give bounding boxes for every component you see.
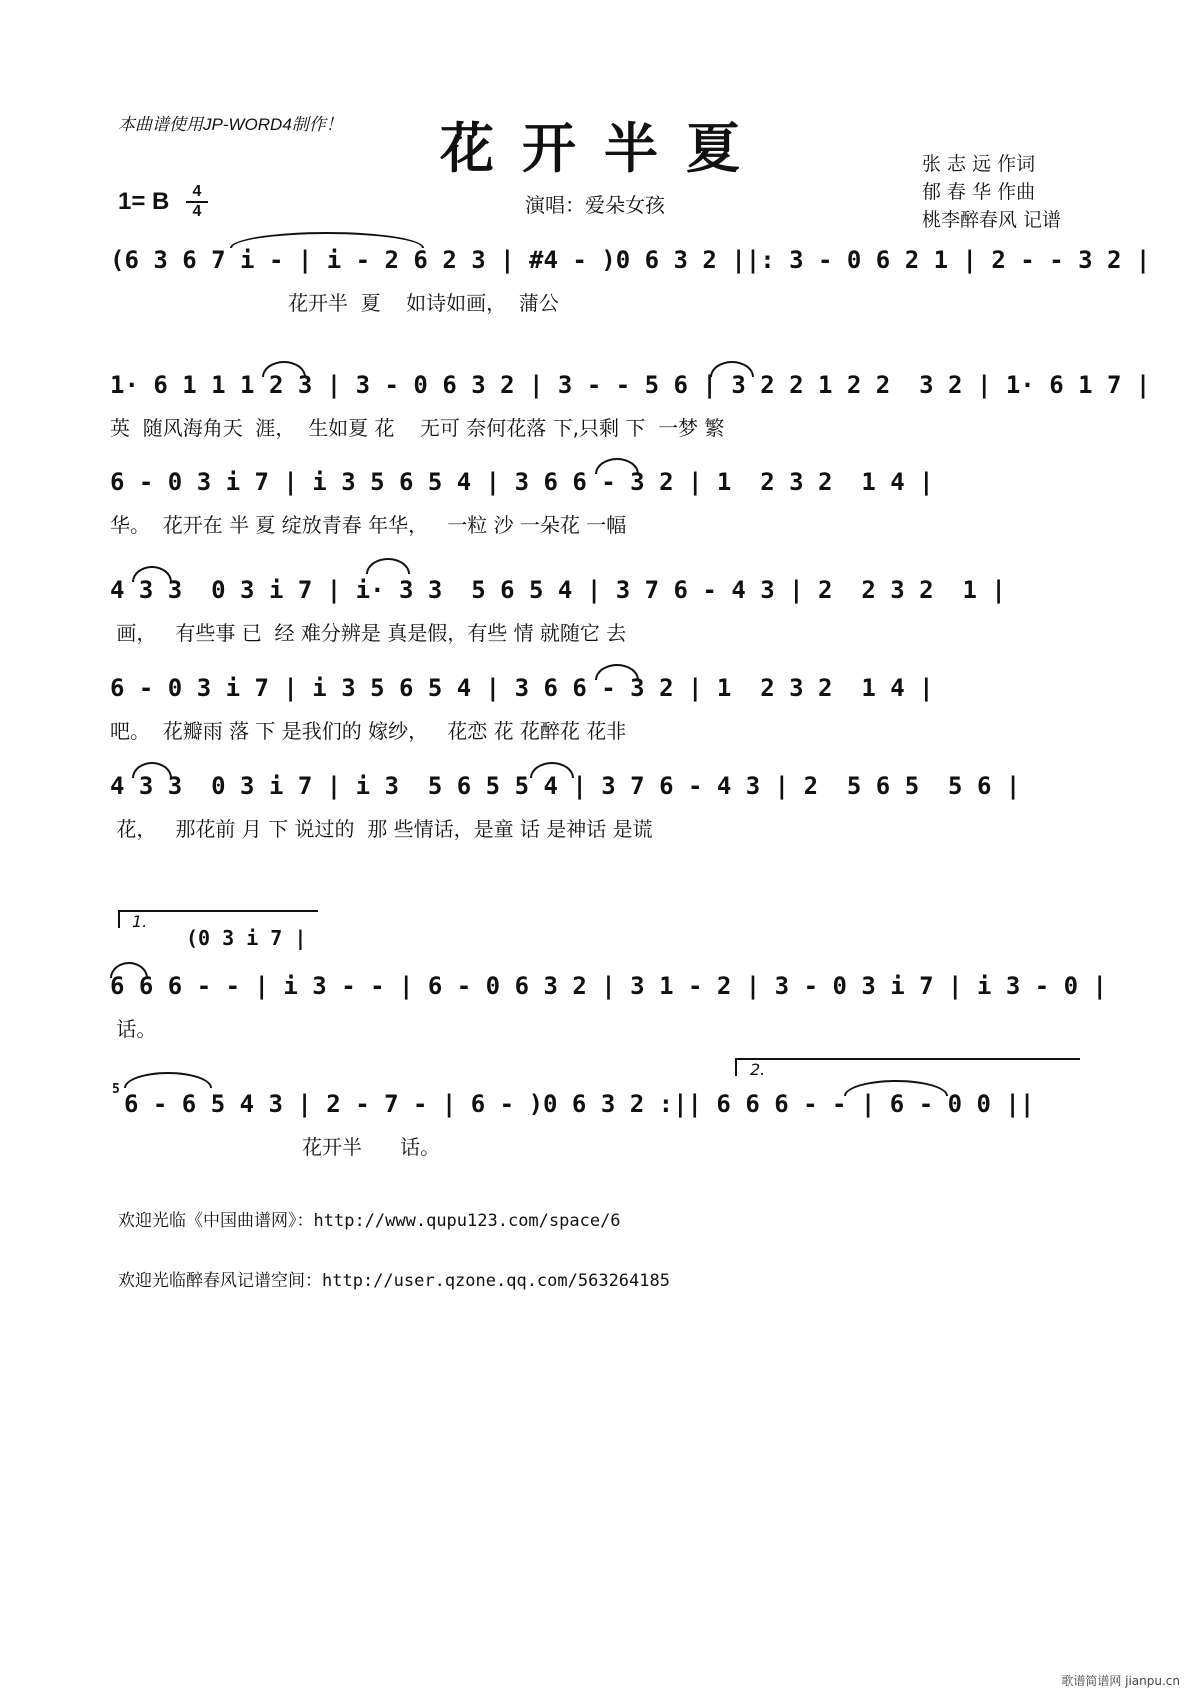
- credits: [922, 150, 1061, 234]
- lyrics: 花开半 夏 如诗如画， 蒲公: [110, 291, 559, 315]
- score-line: [110, 240, 1151, 380]
- lyrics: 花开半 话。: [124, 1135, 441, 1159]
- lyrics: 英 随风海角天 涯， 生如夏 花 无可 奈何花落 下,只剩 下 一梦 繁: [110, 416, 725, 440]
- notes: (6 3 6 7 i - | i - 2 6 2 3 | #4 - )0 6 3 2 ||: 3 - 0 6 2 1 | 2 - - 3 2 |: [110, 246, 1151, 274]
- notes: 1· 6 1 1 1 2 3 | 3 - 0 6 3 2 | 3 - - 5 6 | 3 2 2 1 2 2 3 2 | 1· 6 1 7 |: [110, 371, 1151, 399]
- ending-label-2: 2.: [750, 1060, 766, 1079]
- notes: 6 - 0 3 i 7 | i 3 5 6 5 4 | 3 6 6 - 3 2 | 1 2 3 2 1 4 |: [110, 468, 934, 496]
- song-title: 花开半夏: [440, 116, 768, 180]
- footer-link-qupu123[interactable]: 欢迎光临《中国曲谱网》：http://www.qupu123.com/space/6: [118, 1211, 621, 1231]
- score-line: [110, 766, 1100, 906]
- footer-link-qzone[interactable]: 欢迎光临醉春风记谱空间：http://user.qzone.qq.com/563264185: [118, 1271, 670, 1291]
- time-signature-bottom: 4: [192, 203, 202, 220]
- time-signature: [186, 184, 208, 220]
- notes: 6 - 0 3 i 7 | i 3 5 6 5 4 | 3 6 6 - 3 2 | 1 2 3 2 1 4 |: [110, 674, 934, 702]
- key-signature: 1= B: [118, 188, 170, 215]
- notes: 6 6 6 - - | i 3 - - | 6 - 0 6 3 2 | 3 1 - 2 | 3 - 0 3 i 7 | i 3 - 0 |: [110, 972, 1107, 1000]
- watermark: 歌谱简谱网 jianpu.cn: [1061, 1674, 1180, 1688]
- grace-note: 5: [112, 1082, 120, 1097]
- lyrics: 华。 花开在 半 夏 绽放青春 年华， 一粒 沙 一朵花 一幅: [110, 513, 627, 537]
- lyrics: 话。: [110, 1017, 157, 1041]
- pickup-notes: (0 3 i 7 |: [186, 926, 307, 950]
- lyrics: 花， 那花前 月 下 说过的 那 些情话，是童 话 是神话 是谎: [110, 817, 653, 841]
- composer-credit: 郁 春 华 作曲: [922, 181, 1036, 203]
- score-line: [124, 1084, 1100, 1224]
- notes: 6 - 6 5 4 3 | 2 - 7 - | 6 - )0 6 3 2 :|| 6 6 6 - - | 6 - 0 0 ||: [124, 1090, 1035, 1118]
- credit-note: 本曲谱使用JP-WORD4制作！: [118, 115, 343, 134]
- lyrics: 吧。 花瓣雨 落 下 是我们的 嫁纱， 花恋 花 花醉花 花非: [110, 719, 627, 743]
- transcriber-credit: 桃李醉春风 记谱: [922, 209, 1062, 231]
- singer: 演唱：爱朵女孩: [525, 193, 665, 217]
- ending-label-1: 1.: [132, 912, 148, 931]
- notes: 4 3 3 0 3 i 7 | i 3 5 6 5 5 4 | 3 7 6 - 4 3 | 2 5 6 5 5 6 |: [110, 772, 1021, 800]
- lyrics: 画， 有些事 已 经 难分辨是 真是假，有些 情 就随它 去: [110, 621, 627, 645]
- notes: 4 3 3 0 3 i 7 | i· 3 3 5 6 5 4 | 3 7 6 - 4 3 | 2 2 3 2 1 |: [110, 576, 1006, 604]
- time-signature-top: 4: [192, 183, 202, 200]
- lyricist-credit: 张 志 远 作词: [922, 153, 1036, 175]
